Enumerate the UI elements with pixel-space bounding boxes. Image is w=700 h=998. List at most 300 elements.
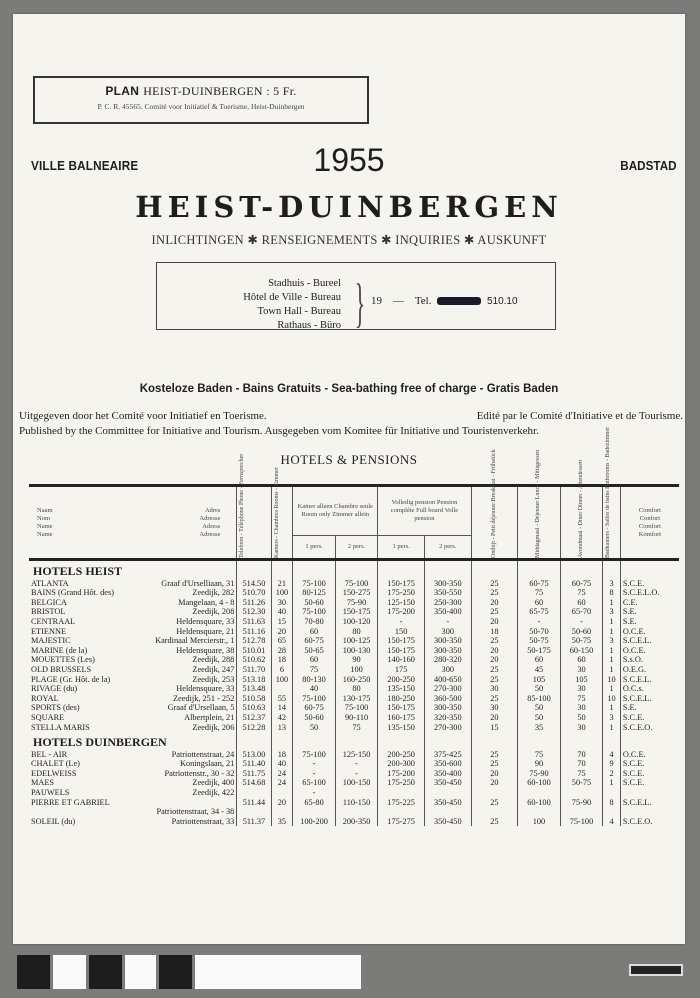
header-name: Name — [37, 530, 53, 538]
inquiries-line: INLICHTINGEN ✱ RENSEIGNEMENTS ✱ INQUIRIES ✱ AUSKUNFT — [151, 233, 547, 247]
table-row — [29, 723, 679, 733]
hotel-address: Albertplein, 21 — [184, 712, 235, 722]
hotel-name: RIVAGE (du) — [31, 684, 78, 694]
cell-r2: 110-150 — [335, 798, 378, 808]
cell-bf: 25 — [471, 798, 518, 808]
cell-rooms: 55 — [271, 694, 293, 704]
hotel-name: SQUARE — [31, 712, 65, 722]
table-row — [29, 646, 679, 656]
hotel-name-address-cell — [29, 807, 237, 817]
hotel-name-address-cell — [29, 579, 237, 589]
baths-header-text: Badkamers - Salles de bains Bathrooms - Badezimmer — [605, 426, 612, 558]
hotel-address: Zeedijk, 251 - 252 — [173, 693, 235, 703]
cell-dinner: 70 — [560, 759, 603, 769]
cell-tel: 510.62 — [237, 655, 271, 665]
cell-r1: 60-75 — [293, 636, 336, 646]
cell-r1: - — [293, 769, 336, 779]
cell-baths: 1 — [603, 684, 621, 694]
cell-comfort: S.E. — [620, 703, 679, 713]
cell-baths: 1 — [603, 778, 621, 788]
table-row — [29, 713, 679, 723]
cell-r2: 100-130 — [335, 646, 378, 656]
cell-dinner — [560, 807, 603, 817]
cell-bf: 25 — [471, 817, 518, 827]
publisher-line-1 — [19, 410, 683, 422]
cell-tel: 510.01 — [237, 646, 271, 656]
cell-lunch: 65-75 — [518, 607, 561, 617]
telephone-line — [371, 295, 518, 307]
cell-r2: 200-350 — [335, 817, 378, 827]
cell-lunch: 50-175 — [518, 646, 561, 656]
cell-baths: 1 — [603, 655, 621, 665]
cell-dinner: 50 — [560, 713, 603, 723]
cell-f1 — [378, 788, 425, 798]
table-row — [29, 788, 679, 798]
cell-lunch: 50 — [518, 703, 561, 713]
cell-dinner: - — [560, 617, 603, 627]
cell-comfort: O.C.E. — [620, 627, 679, 637]
cell-r1: 60 — [293, 627, 336, 637]
cell-rooms: 40 — [271, 607, 293, 617]
hotel-name-address-cell — [29, 703, 237, 713]
cell-bf — [471, 788, 518, 798]
cell-r1 — [293, 807, 336, 817]
cell-rooms: 42 — [271, 713, 293, 723]
cell-dinner: 60-75 — [560, 579, 603, 589]
cell-r1: 50 — [293, 723, 336, 733]
cell-comfort — [620, 807, 679, 817]
hotel-address: Patriottenstr., 30 - 32 — [164, 768, 235, 778]
dinner-header-text: Avondmaal - Dîner Dinner - Abendessen — [577, 459, 584, 558]
cell-bf: 20 — [471, 598, 518, 608]
cell-baths: 3 — [603, 636, 621, 646]
hotel-name: BEL - AIR — [31, 749, 68, 759]
room-only-header: Kamer alleen Chambre seule Room only Zimmer allein — [293, 486, 378, 536]
scale-bar — [629, 964, 683, 976]
cell-f2: 300-350 — [424, 646, 471, 656]
cell-lunch: 60-100 — [518, 798, 561, 808]
table-row — [29, 607, 679, 617]
cell-r1: - — [293, 788, 336, 798]
tel-number: 510.10 — [486, 296, 518, 307]
cell-r2: 100-120 — [335, 617, 378, 627]
cell-r1: 75-100 — [293, 607, 336, 617]
table-row — [29, 684, 679, 694]
hotel-name-address-cell — [29, 675, 237, 685]
cell-f1: 175-200 — [378, 769, 425, 779]
cell-lunch: 75-90 — [518, 769, 561, 779]
cell-lunch: 50-75 — [518, 636, 561, 646]
stripe-white — [125, 955, 156, 989]
hotel-name-address-cell — [29, 713, 237, 723]
cell-bf: 25 — [471, 694, 518, 704]
cell-dinner: 50-75 — [560, 778, 603, 788]
table-row — [29, 675, 679, 685]
cell-f1: - — [378, 617, 425, 627]
hotel-name: MAJESTIC — [31, 636, 71, 646]
cell-rooms: 20 — [271, 627, 293, 637]
full-board-header: Volledig pension Pension complète Full board Volle pension — [378, 486, 471, 536]
header-address: Adresse — [199, 514, 221, 522]
cell-bf: 25 — [471, 607, 518, 617]
hotel-name: BAINS (Grand Hôt. des) — [31, 588, 114, 598]
hotel-name-address-cell — [29, 598, 237, 608]
spacer-cell — [471, 732, 518, 750]
cell-r2: 100-125 — [335, 636, 378, 646]
cell-tel: 511.63 — [237, 617, 271, 627]
plan-price-box — [33, 76, 369, 124]
cell-tel: 511.37 — [237, 817, 271, 827]
comfort-label: Comfort — [638, 506, 661, 514]
cell-comfort: S.C.E.L. — [620, 798, 679, 808]
hotel-address: Patriottenstraat, 33 — [171, 816, 235, 826]
hotel-name-address-cell — [29, 627, 237, 637]
stripe-black — [17, 955, 50, 989]
table-row — [29, 759, 679, 769]
cell-r1: 50-60 — [293, 598, 336, 608]
cell-r1: 75-100 — [293, 579, 336, 589]
cell-rooms: 40 — [271, 759, 293, 769]
page-title: HEIST-DUINBERGEN — [135, 190, 563, 224]
hotel-name-address-cell — [29, 769, 237, 779]
hotel-name: CHALET (Le) — [31, 759, 80, 769]
hotel-name: EDELWEISS — [31, 768, 77, 778]
cell-r1: 60-75 — [293, 703, 336, 713]
hotel-address: Zeedijk, 422 — [192, 788, 235, 798]
spacer-cell — [293, 732, 336, 750]
cell-baths: 4 — [603, 750, 621, 760]
hotel-name-address-cell — [29, 636, 237, 646]
cell-r1: 40 — [293, 684, 336, 694]
hotel-name-address-cell — [29, 759, 237, 769]
cell-f1: 175-250 — [378, 778, 425, 788]
spacer-cell — [271, 732, 293, 750]
cell-r2: 100 — [335, 665, 378, 675]
hotel-address: Zeedijk, 288 — [192, 655, 235, 665]
cell-bf: 25 — [471, 665, 518, 675]
lunch-header — [518, 449, 561, 560]
table-row — [29, 778, 679, 788]
spacer-cell — [271, 560, 293, 579]
cell-f2: 320-350 — [424, 713, 471, 723]
scan-calibration-stripes — [17, 955, 361, 989]
cell-r1: 70-80 — [293, 617, 336, 627]
table-row — [29, 598, 679, 608]
hotel-name: PIERRE ET GABRIEL — [31, 797, 110, 807]
comfort-label: Komfort — [638, 530, 662, 538]
cell-f2: - — [424, 617, 471, 627]
document-sheet — [13, 14, 685, 944]
hotel-address: Zeedijk, 282 — [192, 588, 235, 598]
table-row — [29, 579, 679, 589]
cell-rooms: 65 — [271, 636, 293, 646]
cell-rooms: 18 — [271, 655, 293, 665]
cell-rooms: 13 — [271, 723, 293, 733]
cell-lunch: 60-75 — [518, 579, 561, 589]
ville-balneaire-label: VILLE BALNEAIRE — [31, 158, 139, 173]
cell-tel: 514.50 — [237, 579, 271, 589]
cell-lunch: 45 — [518, 665, 561, 675]
cell-dinner: 60 — [560, 598, 603, 608]
section-heading-row — [29, 732, 679, 750]
cell-rooms: 30 — [271, 598, 293, 608]
hotel-name: ROYAL — [31, 693, 59, 703]
hotel-address: Zeedijk, 208 — [192, 607, 235, 617]
cell-comfort: S.C.E. — [620, 759, 679, 769]
cell-comfort: S.E. — [620, 607, 679, 617]
cell-f2: 350-400 — [424, 769, 471, 779]
cell-rooms: 100 — [271, 588, 293, 598]
table-row — [29, 798, 679, 808]
hotel-name: PAUWELS — [31, 788, 70, 798]
dash: — — [393, 295, 404, 307]
cell-rooms: 24 — [271, 778, 293, 788]
cell-bf: 15 — [471, 723, 518, 733]
cell-bf: 30 — [471, 684, 518, 694]
cell-lunch: 90 — [518, 759, 561, 769]
cell-f1: 180-250 — [378, 694, 425, 704]
hotel-address: Zeedijk, 253 — [192, 674, 235, 684]
cell-tel — [237, 788, 271, 798]
cell-dinner — [560, 788, 603, 798]
section-title: HOTELS & PENSIONS — [280, 452, 418, 467]
spacer-cell — [237, 560, 271, 579]
cell-comfort: S.C.E. — [620, 579, 679, 589]
redaction-mark — [437, 297, 481, 305]
hotel-name-address-cell — [29, 723, 237, 733]
town-hall-address-box — [156, 262, 556, 333]
hotel-name-address-cell — [29, 607, 237, 617]
cell-f2: 270-300 — [424, 723, 471, 733]
cell-f1: 140-160 — [378, 655, 425, 665]
hotel-name-address-cell — [29, 655, 237, 665]
cell-lunch: 50-70 — [518, 627, 561, 637]
cell-dinner: 70 — [560, 750, 603, 760]
cell-f2: 300 — [424, 627, 471, 637]
cell-lunch: 75 — [518, 588, 561, 598]
cell-r2: 150-275 — [335, 588, 378, 598]
badstad-label: BADSTAD — [620, 158, 677, 173]
cell-bf: 20 — [471, 646, 518, 656]
telephone-header-text: Telefoon - Téléphone Phone - Fernsprecher — [239, 453, 246, 558]
cell-tel: 514.68 — [237, 778, 271, 788]
cell-comfort: S.C.E.L. — [620, 675, 679, 685]
cell-f2: 300-350 — [424, 703, 471, 713]
cell-tel: 513.18 — [237, 675, 271, 685]
spacer-cell — [378, 732, 425, 750]
cell-bf: 25 — [471, 579, 518, 589]
cell-comfort: O.E.G. — [620, 665, 679, 675]
table-row — [29, 769, 679, 779]
cell-lunch: 50 — [518, 713, 561, 723]
cell-r2 — [335, 788, 378, 798]
hotel-name-address-cell — [29, 798, 237, 808]
hotels-table-body — [29, 560, 679, 827]
cell-dinner: 50-75 — [560, 636, 603, 646]
cell-tel: 512.30 — [237, 607, 271, 617]
cell-baths: 4 — [603, 817, 621, 827]
cell-dinner: 60-150 — [560, 646, 603, 656]
cell-f2: 250-300 — [424, 598, 471, 608]
cell-baths: 3 — [603, 579, 621, 589]
cell-tel: 511.70 — [237, 665, 271, 675]
cell-tel: 511.44 — [237, 798, 271, 808]
hotel-name-address-cell — [29, 617, 237, 627]
cell-rooms: 14 — [271, 703, 293, 713]
hotel-name-address-cell — [29, 778, 237, 788]
cell-lunch: 100 — [518, 817, 561, 827]
room-2pers-header: 2 pers. — [335, 536, 378, 560]
publisher-line-2: Published by the Committee for Initiative and Tourism. Ausgegeben vom Komitee für Initiative und Touristenverkehr. — [19, 425, 539, 437]
cell-tel: 510.58 — [237, 694, 271, 704]
cell-comfort: S.E. — [620, 617, 679, 627]
spacer-cell — [560, 732, 603, 750]
cell-rooms — [271, 807, 293, 817]
hotel-name-address-cell — [29, 694, 237, 704]
board-1pers-header: 1 pers. — [378, 536, 425, 560]
year-heading: 1955 — [313, 142, 385, 178]
comfort-label: Confort — [639, 514, 661, 522]
cell-comfort: S.C.E.L. — [620, 694, 679, 704]
name-address-header — [29, 486, 237, 560]
cell-bf: 25 — [471, 750, 518, 760]
hotel-name-address-cell — [29, 788, 237, 798]
hotel-name-address-cell — [29, 646, 237, 656]
cell-r2: 75-100 — [335, 579, 378, 589]
cell-f2: 280-320 — [424, 655, 471, 665]
hotel-address: Kardinaal Mercierstr., 1 — [155, 636, 235, 646]
cell-dinner: 30 — [560, 723, 603, 733]
plan-label: PLAN — [105, 84, 140, 98]
cell-lunch: 60 — [518, 598, 561, 608]
cell-r2: 160-250 — [335, 675, 378, 685]
cell-r2: 75 — [335, 723, 378, 733]
cell-r1: - — [293, 759, 336, 769]
cell-lunch: - — [518, 617, 561, 627]
cell-rooms — [271, 788, 293, 798]
cell-comfort: O.C.E. — [620, 750, 679, 760]
spacer-cell — [518, 732, 561, 750]
hotel-name-address-cell — [29, 817, 237, 827]
cell-lunch: 60 — [518, 655, 561, 665]
cell-comfort: S.s.O. — [620, 655, 679, 665]
cell-r2: 125-150 — [335, 750, 378, 760]
hotel-address: Zeedijk, 247 — [192, 664, 235, 674]
cell-r1: 60 — [293, 655, 336, 665]
rooms-header — [271, 466, 293, 560]
cell-f1: 150 — [378, 627, 425, 637]
spacer-cell — [424, 560, 471, 579]
hotel-address: Graaf d'Urselliaan, 31 — [161, 578, 235, 588]
cell-rooms: 6 — [271, 665, 293, 675]
hotel-name: STELLA MARIS — [31, 722, 90, 732]
cell-tel: 510.70 — [237, 588, 271, 598]
cell-lunch: 60-100 — [518, 778, 561, 788]
spacer-cell — [237, 732, 271, 750]
hotel-name-address-cell — [29, 665, 237, 675]
section-heading: HOTELS DUINBERGEN — [33, 735, 167, 750]
cell-dinner: 65-70 — [560, 607, 603, 617]
cell-f1: 150-175 — [378, 579, 425, 589]
cell-f1: 175-225 — [378, 798, 425, 808]
hotel-address: Heldensquare, 33 — [176, 684, 235, 694]
spacer-cell — [603, 732, 621, 750]
hotel-name: SPORTS (des) — [31, 703, 80, 713]
cell-r1: 100-200 — [293, 817, 336, 827]
cell-comfort: C.E. — [620, 598, 679, 608]
publisher-nl: Uitgegeven door het Comité voor Initiatief en Toerisme. — [19, 410, 267, 422]
table-row — [29, 750, 679, 760]
spacer-cell — [560, 560, 603, 579]
sea-bathing-notice: Kosteloze Baden - Bains Gratuits - Sea-bathing free of charge - Gratis Baden — [139, 383, 559, 395]
address-line: Hôtel de Ville - Bureau — [243, 292, 341, 303]
cell-rooms: 20 — [271, 798, 293, 808]
hotel-name: MOUETTES (Les) — [31, 655, 95, 665]
spacer-cell — [603, 560, 621, 579]
cell-comfort — [620, 788, 679, 798]
cell-rooms: 28 — [271, 646, 293, 656]
cell-baths: 2 — [603, 769, 621, 779]
hotel-name-address-cell — [29, 588, 237, 598]
cell-baths: 8 — [603, 588, 621, 598]
cell-rooms: 18 — [271, 750, 293, 760]
hotel-name: ATLANTA — [31, 578, 69, 588]
baths-header — [603, 426, 621, 560]
cell-bf: 20 — [471, 778, 518, 788]
cell-f1: 200-250 — [378, 750, 425, 760]
cell-r2: 90 — [335, 655, 378, 665]
tel-label: Tel. — [414, 295, 432, 307]
hotel-address: Zeedijk, 206 — [192, 722, 235, 732]
cell-lunch: 75 — [518, 750, 561, 760]
cell-comfort: S.C.E. — [620, 769, 679, 779]
address-line: Town Hall - Bureau — [257, 306, 341, 317]
stripe-black — [89, 955, 122, 989]
cell-r2: 75-100 — [335, 703, 378, 713]
cell-r2 — [335, 807, 378, 817]
cell-f1: 135-150 — [378, 723, 425, 733]
cell-baths: 3 — [603, 607, 621, 617]
cell-f1: 175-200 — [378, 607, 425, 617]
cell-f2: 300-350 — [424, 636, 471, 646]
cell-comfort: O.C.E. — [620, 646, 679, 656]
cell-dinner: 30 — [560, 684, 603, 694]
cell-f2: 350-600 — [424, 759, 471, 769]
hotel-name: ETIENNE — [31, 626, 67, 636]
hotel-name: CENTRAAL — [31, 616, 76, 626]
cell-tel: 511.40 — [237, 759, 271, 769]
cell-f2: 270-300 — [424, 684, 471, 694]
cell-baths: 10 — [603, 694, 621, 704]
cell-f2: 360-500 — [424, 694, 471, 704]
hotel-name: BELGICA — [31, 597, 67, 607]
plan-text: HEIST-DUINBERGEN : 5 Fr. — [143, 84, 297, 98]
cell-r2: 130-175 — [335, 694, 378, 704]
cell-tel: 512.37 — [237, 713, 271, 723]
lunch-header-text: Middagmaal - Déjeuner Lunch - Mittagessen — [535, 449, 542, 558]
cell-bf: 20 — [471, 617, 518, 627]
stripe-white — [53, 955, 86, 989]
cell-r2: 80 — [335, 627, 378, 637]
cell-r2: 80 — [335, 684, 378, 694]
cell-baths: 1 — [603, 617, 621, 627]
section-heading-row — [29, 560, 679, 579]
table-row — [29, 694, 679, 704]
header-address: Adress — [202, 522, 221, 530]
cell-tel: 513.00 — [237, 750, 271, 760]
address-line: Rathaus - Büro — [277, 320, 341, 331]
town-hall-names — [243, 277, 341, 333]
